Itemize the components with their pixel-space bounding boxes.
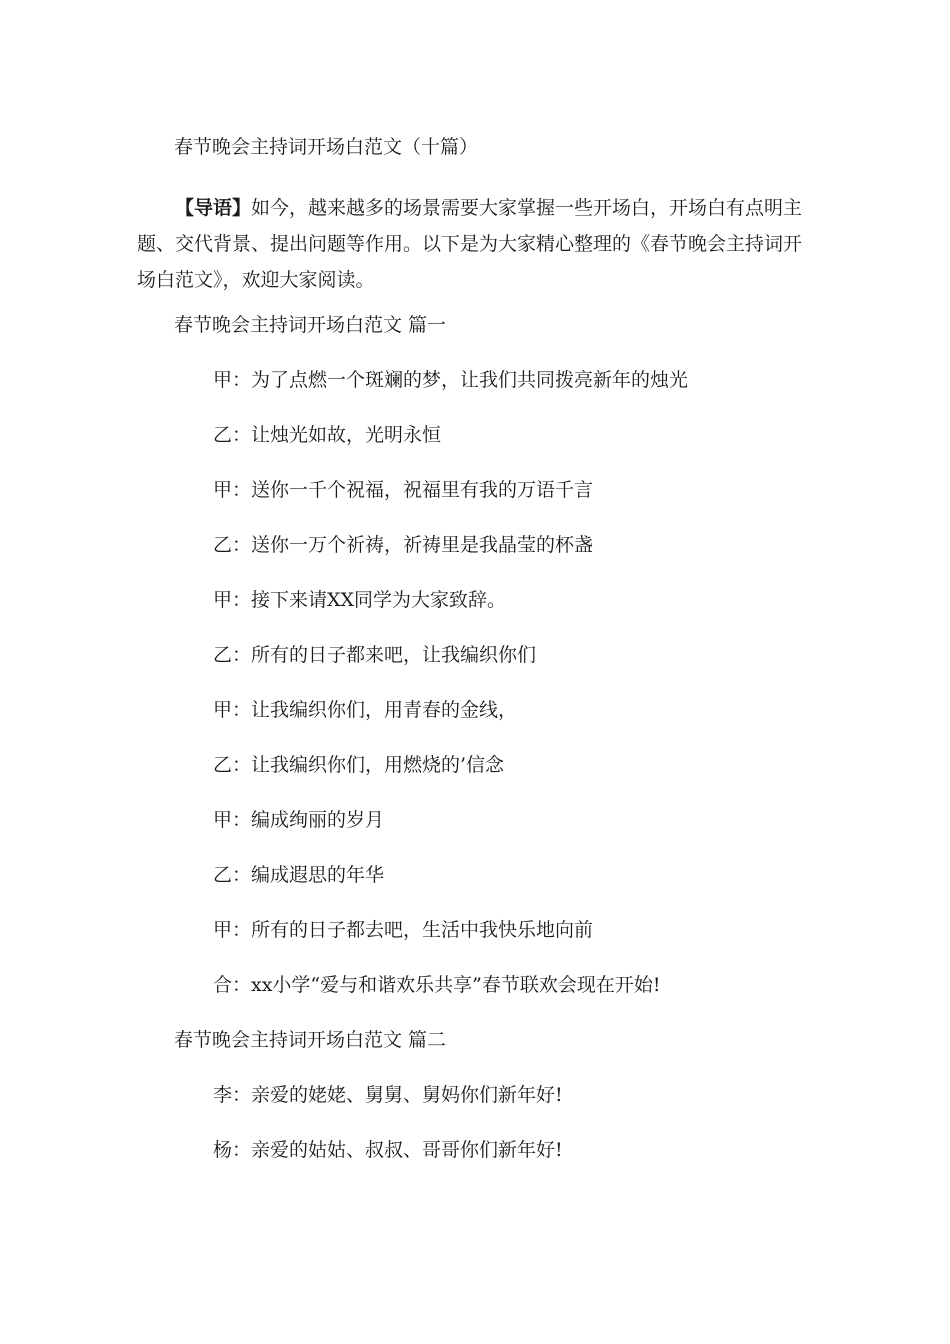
dialog-line: 乙：让烛光如故，光明永恒 [213,424,442,446]
dialog-line: 乙：编成遐思的年华 [213,864,385,886]
dialog-line: 乙：所有的日子都来吧，让我编织你们 [213,644,537,666]
dialog-line: 乙：送你一万个祈祷，祈祷里是我晶莹的杯盏 [213,534,594,556]
dialog-line: 甲：接下来请XX同学为大家致辞。 [213,589,507,611]
dialog-line: 乙：让我编织你们，用燃烧的’信念 [213,754,505,776]
dialog-line: 甲：为了点燃一个斑斓的梦，让我们共同拨亮新年的烛光 [213,369,689,391]
intro-label: 【导语】 [175,197,252,219]
document-title: 春节晚会主持词开场白范文（十篇） [174,136,479,158]
section-heading-1: 春节晚会主持词开场白范文 篇一 [174,314,447,336]
dialog-line: 甲：所有的日子都去吧，生活中我快乐地向前 [213,919,594,941]
dialog-line: 甲：编成绚丽的岁月 [213,809,385,831]
intro-text: 如今，越来越多的场景需要大家掌握一些开场白，开场白有点明主题、交代背景、提出问题等作用。以下是为大家精心整理的《春节晚会主持词开场白范文》，欢迎大家阅读。 [137,197,803,291]
dialog-line: 合：xx小学“爱与和谐欢乐共享”春节联欢会现在开始! [213,974,661,996]
section-heading-2: 春节晚会主持词开场白范文 篇二 [174,1029,447,1051]
dialog-line: 甲：让我编织你们，用青春的金线， [213,699,518,721]
intro-paragraph [137,190,817,298]
dialog-line: 甲：送你一千个祝福，祝福里有我的万语千言 [213,479,594,501]
dialog-line: 杨：亲爱的姑姑、叔叔、哥哥你们新年好! [213,1139,563,1161]
dialog-line: 李：亲爱的姥姥、舅舅、舅妈你们新年好! [213,1084,563,1106]
